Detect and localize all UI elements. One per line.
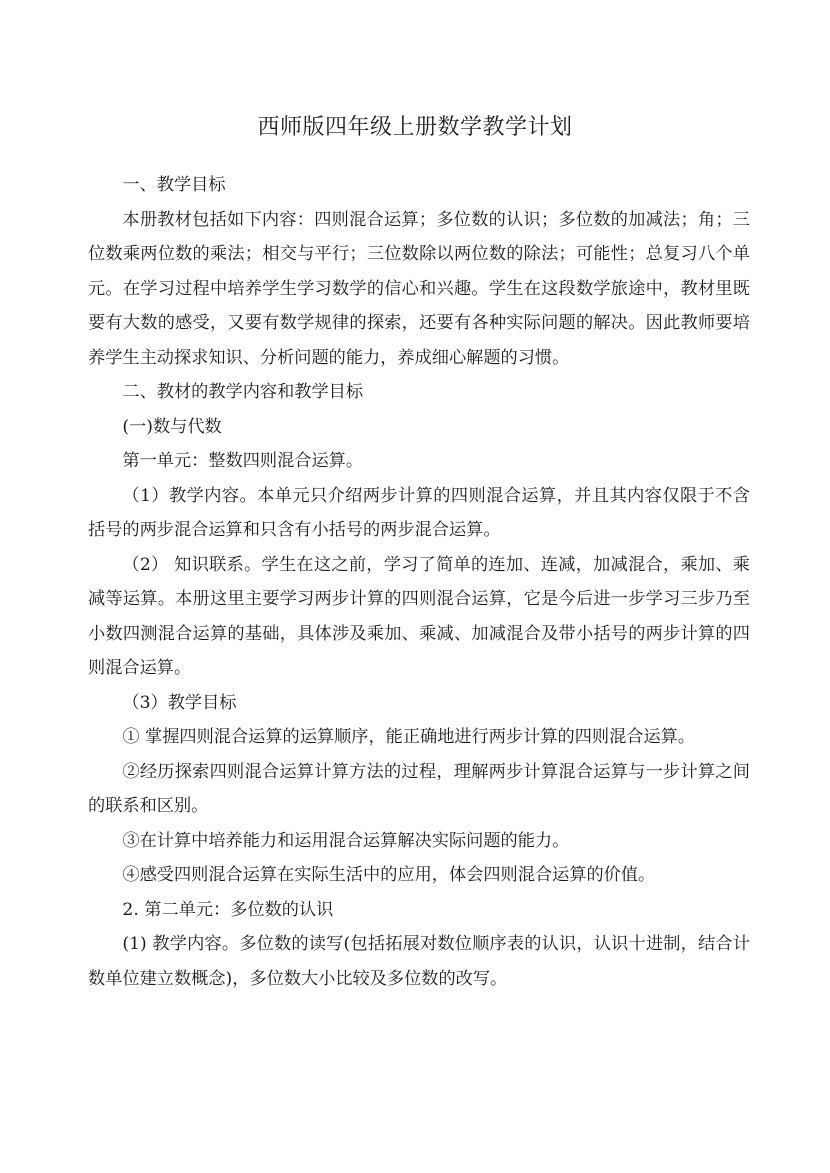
list-item: ③在计算中培养能力和运用混合运算解决实际问题的能力。 xyxy=(122,830,570,851)
section-heading: 二、教材的教学内容和教学目标 xyxy=(122,382,364,402)
paragraph: （2） 知识联系。学生在这之前，学习了简单的连加、连减，加减混合，乘加、乘减等运算。本册这里主要学习两步计算的四则混合运算，它是今后进一步学习三步乃至小数四测混合运算的基础，具体涉及乘加、乘减、加减混合及带小括号的两步计算的四则混合运算。 xyxy=(88,554,750,678)
paragraph: （1）教学内容。本单元只介绍两步计算的四则混合运算，并且其内容仅限于不含括号的两步混合运算和只含有小括号的两步混合运算。 xyxy=(88,485,750,540)
list-item: ②经历探索四则混合运算计算方法的过程，理解两步计算混合运算与一步计算之间的联系和区别。 xyxy=(88,761,750,816)
document-body xyxy=(88,168,750,996)
unit-heading: 第一单元：整数四则混合运算。 xyxy=(122,451,364,471)
list-item: ④感受四则混合运算在实际生活中的应用，体会四则混合运算的价值。 xyxy=(122,865,656,885)
item-heading: （3）教学目标 xyxy=(122,692,237,713)
paragraph: (1) 教学内容。多位数的读写(包括拓展对数位顺序表的认识，认识十进制，结合计数单位建立数概念)，多位数大小比较及多位数的改写。 xyxy=(88,934,750,989)
section-heading: 一、教学目标 xyxy=(122,175,226,195)
unit-heading: 2. 第二单元：多位数的认识 xyxy=(122,899,334,920)
list-item: ① 掌握四则混合运算的运算顺序，能正确地进行两步计算的四则混合运算。 xyxy=(122,727,696,747)
page-title: 西师版四年级上册数学教学计划 xyxy=(257,115,573,140)
paragraph: 本册教材包括如下内容：四则混合运算；多位数的认识；多位数的加减法；角；三位数乘两位数的乘法；相交与平行；三位数除以两位数的除法；可能性；总复习八个单元。在学习过程中培养学生学习数学的信心和兴趣。学生在这段数学旅途中，教材里既要有大数的感受，又要有数学规律的探索，还要有各种实际问题的解决。因此教师要培养学生主动探求知识、分析问题的能力，养成细心解题的习惯。 xyxy=(88,209,750,368)
subsection-heading: (一)数与代数 xyxy=(122,416,222,437)
